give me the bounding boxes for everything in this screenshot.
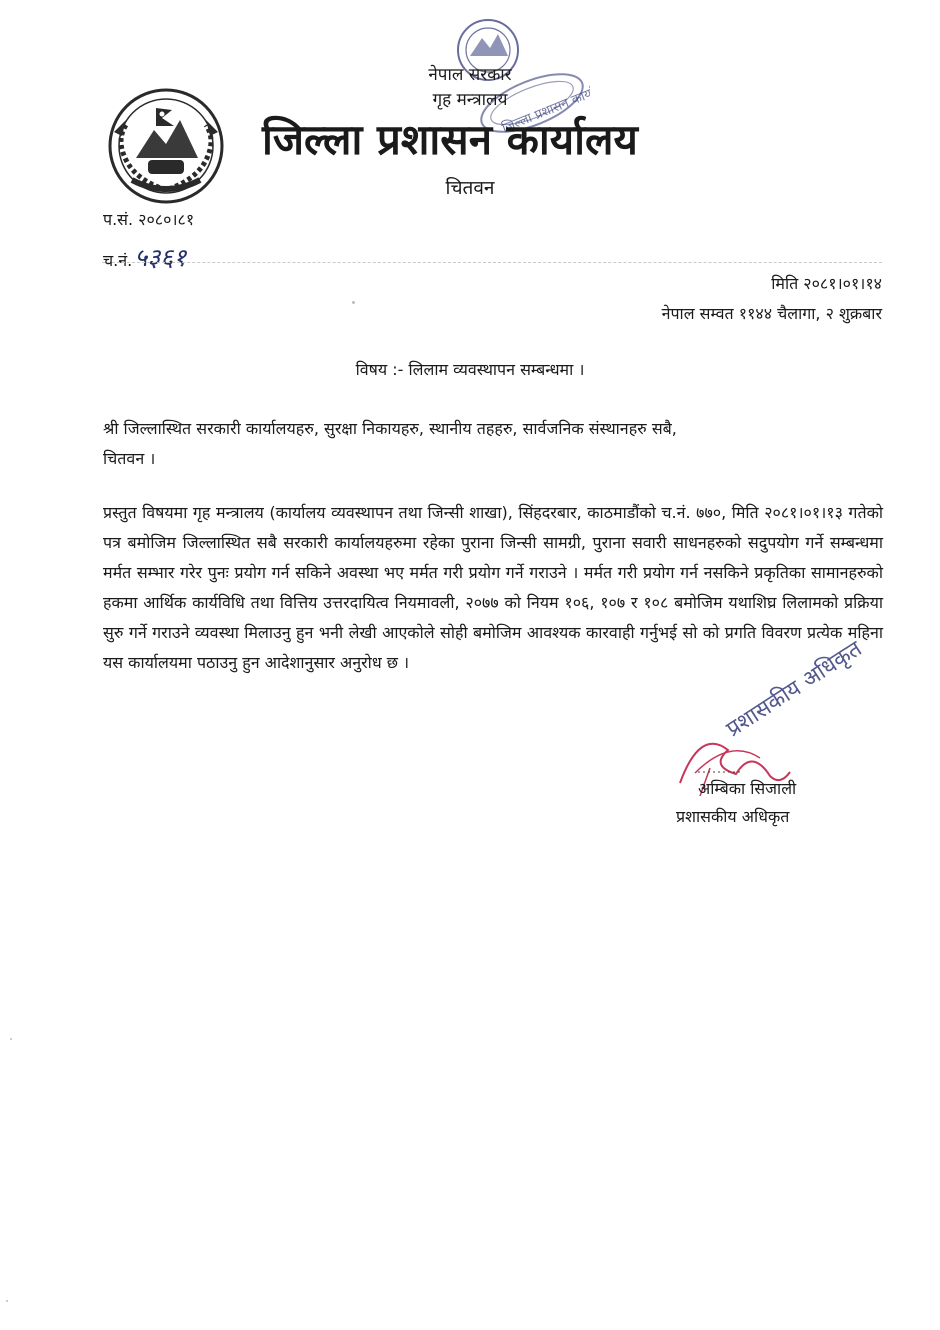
signatory-title: प्रशासकीय अधिकृत [676,807,790,826]
addressee-district: चितवन । [103,449,156,468]
district-label: चितवन [445,177,495,199]
stamp-text: जिल्ला प्रशासन कार्यालय [499,79,590,133]
header-divider [102,262,882,263]
chalani-handwritten-number: ५३६१ [134,243,187,272]
subject-line: विषय :- लिलाम व्यवस्थापन सम्बन्धमा । [355,360,585,379]
patra-sankhya: प.सं. २०८०।८१ [103,210,195,229]
ministry-label: गृह मन्त्रालय [432,90,508,110]
date-line: मिति २०८१।०१।१४ [771,274,882,293]
signatory-name: अम्बिका सिजाली [698,779,797,798]
officer-seal-text: प्रशासकीय अधिकृत [722,636,867,743]
chalani-number [103,240,186,274]
office-title: जिल्ला प्रशासन कार्यालय [262,115,638,164]
government-label: नेपाल सरकार [428,65,512,85]
nepal-sambat-line: नेपाल सम्वत ११४४ चैलागा, २ शुक्रबार [661,304,882,323]
body-paragraph: प्रस्तुत विषयमा गृह मन्त्रालय (कार्यालय व्यवस्थापन तथा जिन्सी शाखा), सिंहदरबार, काठमाडौंको च.नं. ७७०, मिति २०८१।०१।१३ गतेको पत्र बमोजिम जिल्लास्थित सबै सरकारी कार्यालयहरुमा रहेका पुराना जिन्सी सामग्री, पुराना सवारी साधनहरुको सदुपयोग गर्ने सम्बन्धमा मर्मत सम्भार गरेर पुनः प्रयोग गर्न सकिने अवस्था भए मर्मत गरी प्रयोग गर्ने गराउने । मर्मत गरी प्रयोग गर्न नसकिने प्रकृतिका सामानहरुको हकमा आर्थिक कार्यविधि तथा वित्तिय उत्तरदायित्व नियमावली, २०७७ को नियम १०६, १०७ र १०८ बमोजिम यथाशिघ्र लिलामको प्रक्रिया सुरु गर्ने गराउने व्यवस्था मिलाउनु हुन भनी लेखी आएकोले सोही बमोजिम आवश्यक कारवाही गर्नुभई सो को प्रगति विवरण प्रत्येक महिना यस कार्यालयमा पठाउनु हुन आदेशानुसार अनुरोध छ । [103,503,883,672]
addressee-line: श्री जिल्लास्थित सरकारी कार्यालयहरु, सुरक्षा निकायहरु, स्थानीय तहहरु, सार्वजनिक संस्थानहरु सबै, [103,419,677,438]
addressee-block [103,414,883,474]
scan-speck [10,1038,12,1040]
scan-speck [6,1300,8,1302]
chalani-label: च.नं. [103,251,133,270]
scan-speck [352,301,355,304]
